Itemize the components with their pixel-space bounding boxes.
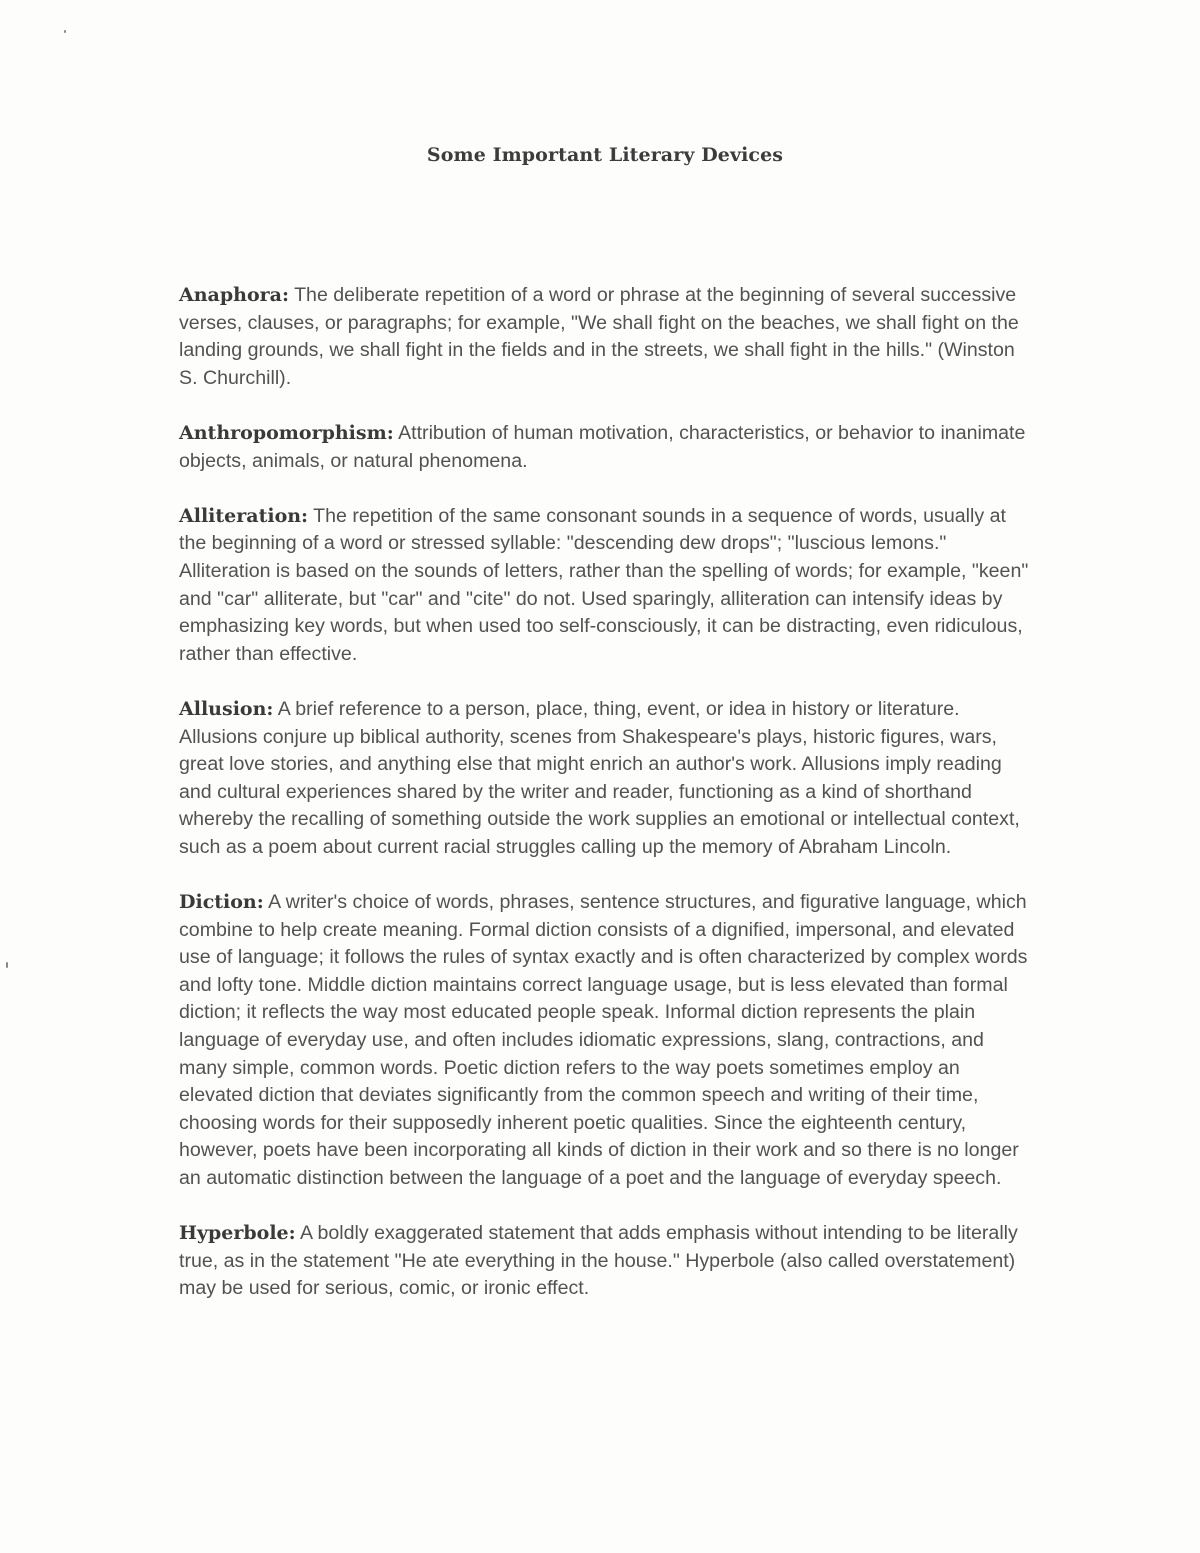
entry-anaphora bbox=[179, 282, 1037, 392]
entry-allusion bbox=[179, 696, 1037, 862]
entry-hyperbole bbox=[179, 1220, 1037, 1303]
scan-speck bbox=[6, 962, 8, 968]
entry-anthropomorphism bbox=[179, 420, 1037, 475]
definition-diction: A writer's choice of words, phrases, sentence structures, and figurative language, which combine to help create meaning. Formal diction consists of a dignified, impersonal, and elevated use of language; it follows the rules of syntax exactly and is often characterized by complex words and lofty tone. Middle diction maintains correct language usage, but is less elevated than formal diction; it reflects the way most educated people speak. Informal diction represents the plain language of everyday use, and often includes idiomatic expressions, slang, contractions, and many simple, common words. Poetic diction refers to the way poets sometimes employ an elevated diction that deviates significantly from the common speech and writing of their time, choosing words for their supposedly inherent poetic qualities. Since the eighteenth century, however, poets have been incorporating all kinds of diction in their work and so there is no longer an automatic distinction between the language of a poet and the language of everyday speech. bbox=[179, 891, 1028, 1189]
term-hyperbole: Hyperbole: bbox=[179, 1222, 296, 1245]
term-anaphora: Anaphora: bbox=[179, 284, 289, 306]
definition-anthropomorphism: Attribution of human motivation, characteristics, or behavior to inanimate objects, animals, or natural phenomena. bbox=[179, 421, 1026, 472]
entry-alliteration bbox=[179, 503, 1037, 669]
definition-anaphora: The deliberate repetition of a word or phrase at the beginning of several successive verses, clauses, or paragraphs; for example, "We shall fight on the beaches, we shall fight on the landing grounds, we shall fight in the fields and in the streets, we shall fight in the hills." (Winston S. Churchill). bbox=[179, 284, 1019, 389]
term-alliteration: Alliteration: bbox=[179, 504, 309, 527]
term-diction: Diction: bbox=[179, 891, 264, 914]
entry-diction bbox=[179, 889, 1037, 1193]
scan-speck bbox=[64, 30, 66, 33]
definition-hyperbole: A boldly exaggerated statement that adds emphasis without intending to be literally true, as in the statement "He ate everything in the house." Hyperbole (also called overstatement) may be used for serious, comic, or ironic effect. bbox=[179, 1222, 1018, 1300]
term-allusion: Allusion: bbox=[179, 697, 274, 720]
document-title: Some Important Literary Devices bbox=[426, 144, 784, 166]
definition-alliteration: The repetition of the same consonant sounds in a sequence of words, usually at the beginning of a word or stressed syllable: "descending dew drops"; "luscious lemons." Alliteration is based on the sounds of letters, rather than the spelling of words; for example, "keen" and "car" alliterate, but "car" and "cite" do not. Used sparingly, alliteration can intensify ideas by emphasizing key words, but when used too self-consciously, it can be distracting, even ridiculous, rather than effective. bbox=[179, 504, 1029, 665]
term-anthropomorphism: Anthropomorphism: bbox=[179, 421, 394, 444]
entries-list bbox=[179, 282, 1037, 1331]
definition-allusion: A brief reference to a person, place, thing, event, or idea in history or literature. Allusions conjure up biblical authority, scenes from Shakespeare's plays, historic figures, wars, great love stories, and anything else that might enrich an author's work. Allusions imply reading and cultural experiences shared by the writer and reader, functioning as a kind of shorthand whereby the recalling of something outside the work supplies an emotional or intellectual context, such as a poem about current racial struggles calling up the memory of Abraham Lincoln. bbox=[179, 697, 1020, 858]
